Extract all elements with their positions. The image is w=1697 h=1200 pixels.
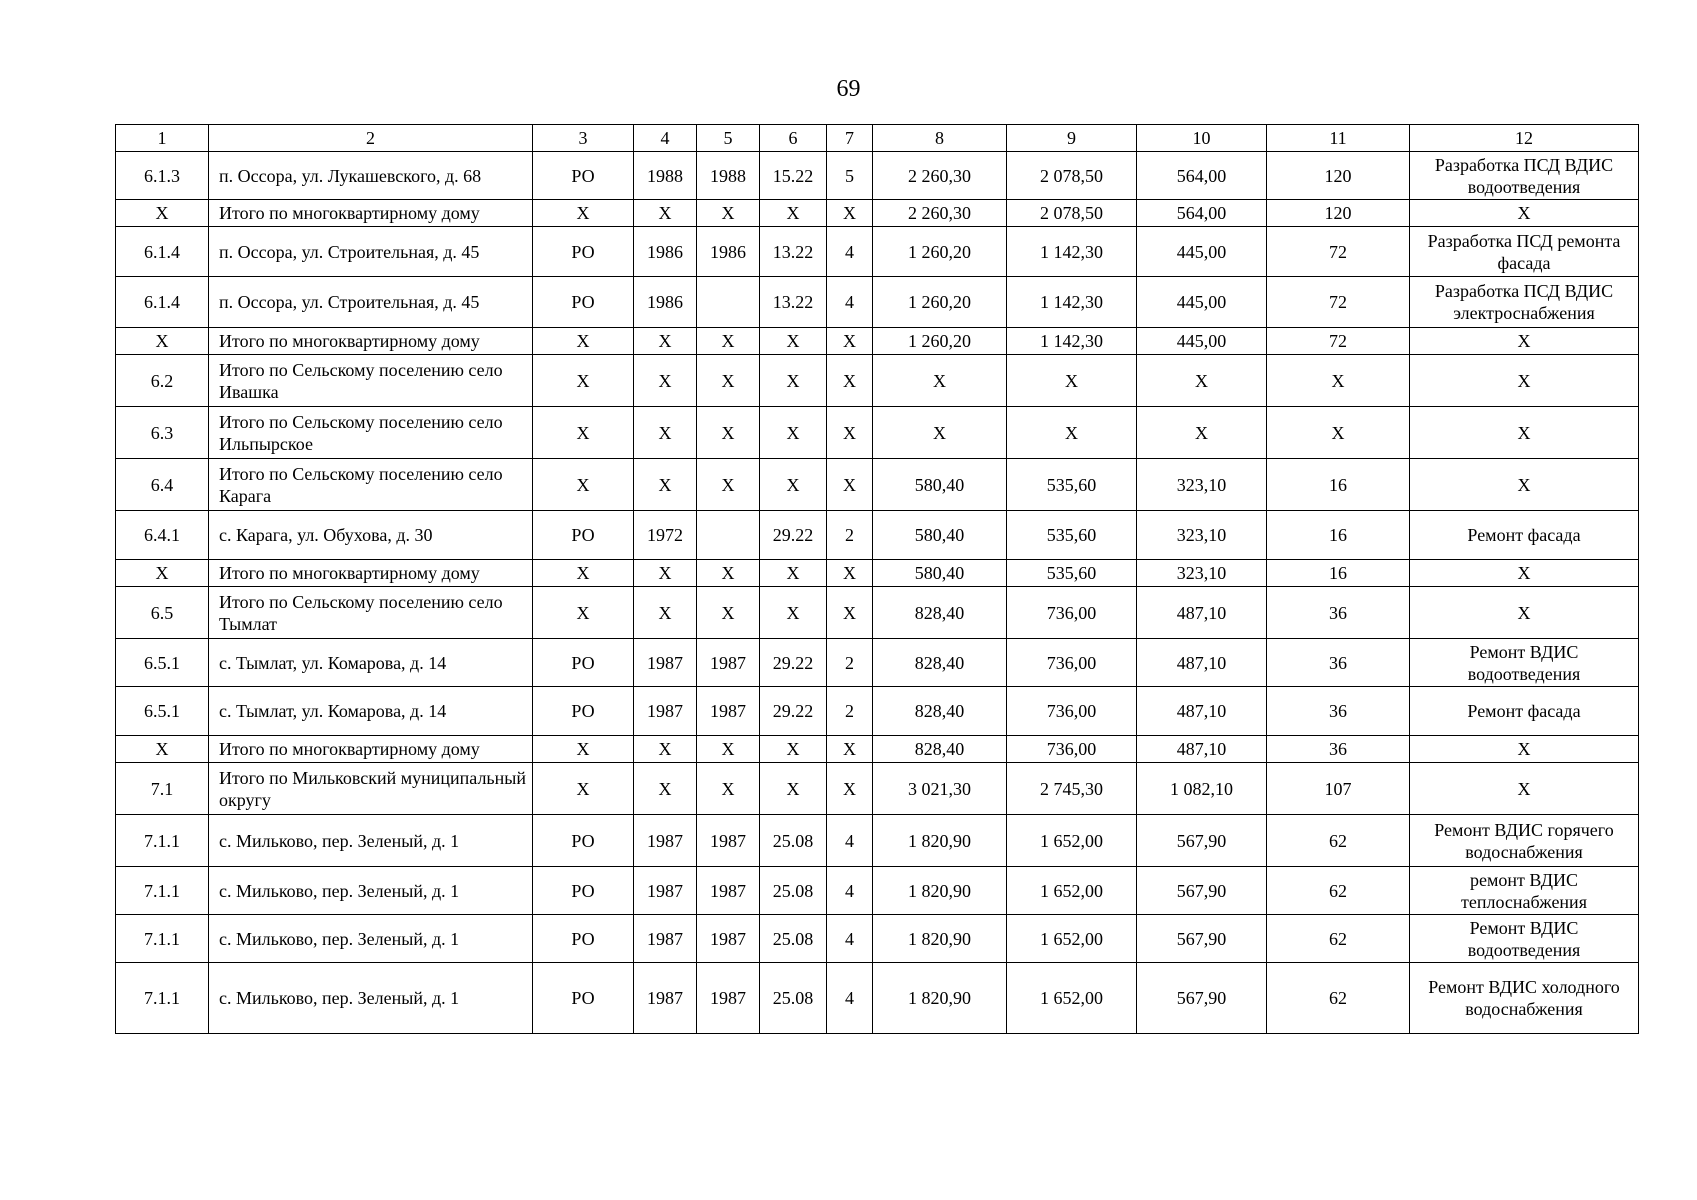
floors-cell: Х [827, 459, 873, 511]
residents-area-cell: 567,90 [1137, 815, 1267, 867]
floors-cell: 4 [827, 963, 873, 1034]
residents-count-cell: 120 [1267, 152, 1410, 200]
residents-area-cell: 487,10 [1137, 736, 1267, 763]
work-type-cell: Разработка ПСД ВДИС водоотведения [1410, 152, 1639, 200]
ownership-cell: Х [533, 407, 634, 459]
floors-cell: Х [827, 587, 873, 639]
overhaul-year-cell: 1988 [697, 152, 760, 200]
address-cell: с. Карага, ул. Обухова, д. 30 [209, 511, 533, 560]
floors-cell: 4 [827, 277, 873, 328]
work-type-cell: Ремонт фасада [1410, 687, 1639, 736]
commission-year-cell: 1988 [634, 152, 697, 200]
overhaul-year-cell: 1987 [697, 867, 760, 915]
ownership-cell: РО [533, 277, 634, 328]
living-area-cell: Х [1007, 355, 1137, 407]
table-row [116, 763, 1639, 815]
residents-area-cell: 445,00 [1137, 227, 1267, 277]
floors-cell: Х [827, 560, 873, 587]
work-type-cell: Ремонт ВДИС водоотведения [1410, 915, 1639, 963]
overhaul-year-cell: Х [697, 736, 760, 763]
ownership-cell: Х [533, 736, 634, 763]
table-row [116, 200, 1639, 227]
ownership-cell: Х [533, 763, 634, 815]
living-area-cell: Х [1007, 407, 1137, 459]
ownership-cell: Х [533, 560, 634, 587]
address-cell: Итого по многоквартирному дому [209, 328, 533, 355]
wear-cell: Х [760, 200, 827, 227]
address-cell: Итого по многоквартирному дому [209, 736, 533, 763]
overhaul-year-cell: Х [697, 407, 760, 459]
ownership-cell: Х [533, 459, 634, 511]
address-cell: Итого по Сельскому поселению село Ивашка [209, 355, 533, 407]
overhaul-year-cell: 1987 [697, 963, 760, 1034]
ownership-cell: РО [533, 815, 634, 867]
residents-count-cell: Х [1267, 355, 1410, 407]
row-number-cell: Х [116, 200, 209, 227]
residents-count-cell: 36 [1267, 587, 1410, 639]
wear-cell: 25.08 [760, 815, 827, 867]
work-type-cell: Х [1410, 328, 1639, 355]
work-type-cell: Х [1410, 459, 1639, 511]
residents-area-cell: 564,00 [1137, 200, 1267, 227]
work-type-cell: Ремонт ВДИС горячего водоснабжения [1410, 815, 1639, 867]
residents-count-cell: 72 [1267, 227, 1410, 277]
address-cell: с. Мильково, пер. Зеленый, д. 1 [209, 915, 533, 963]
total-area-cell: 1 820,90 [873, 963, 1007, 1034]
living-area-cell: 2 745,30 [1007, 763, 1137, 815]
residents-count-cell: 36 [1267, 639, 1410, 687]
overhaul-year-cell: 1987 [697, 815, 760, 867]
residents-count-cell: 72 [1267, 277, 1410, 328]
wear-cell: 29.22 [760, 687, 827, 736]
work-type-cell: Х [1410, 355, 1639, 407]
floors-cell: 5 [827, 152, 873, 200]
commission-year-cell: 1987 [634, 867, 697, 915]
column-header: 8 [873, 125, 1007, 152]
living-area-cell: 2 078,50 [1007, 200, 1137, 227]
wear-cell: 29.22 [760, 511, 827, 560]
column-header: 10 [1137, 125, 1267, 152]
commission-year-cell: 1987 [634, 915, 697, 963]
floors-cell: Х [827, 328, 873, 355]
column-header: 7 [827, 125, 873, 152]
table-row [116, 407, 1639, 459]
residents-area-cell: 323,10 [1137, 459, 1267, 511]
residents-area-cell: 567,90 [1137, 963, 1267, 1034]
address-cell: п. Оссора, ул. Строительная, д. 45 [209, 277, 533, 328]
commission-year-cell: Х [634, 200, 697, 227]
floors-cell: Х [827, 736, 873, 763]
table-row [116, 736, 1639, 763]
wear-cell: Х [760, 763, 827, 815]
residents-count-cell: 16 [1267, 459, 1410, 511]
ownership-cell: Х [533, 355, 634, 407]
table-row [116, 152, 1639, 200]
commission-year-cell: 1986 [634, 277, 697, 328]
work-type-cell: Х [1410, 763, 1639, 815]
residents-area-cell: 323,10 [1137, 560, 1267, 587]
address-cell: п. Оссора, ул. Лукашевского, д. 68 [209, 152, 533, 200]
row-number-cell: 7.1.1 [116, 963, 209, 1034]
floors-cell: Х [827, 200, 873, 227]
work-type-cell: Х [1410, 587, 1639, 639]
residents-area-cell: 567,90 [1137, 867, 1267, 915]
wear-cell: 29.22 [760, 639, 827, 687]
table-row [116, 328, 1639, 355]
living-area-cell: 1 652,00 [1007, 867, 1137, 915]
table-row [116, 867, 1639, 915]
commission-year-cell: 1986 [634, 227, 697, 277]
residents-count-cell: 120 [1267, 200, 1410, 227]
address-cell: с. Мильково, пер. Зеленый, д. 1 [209, 867, 533, 915]
overhaul-year-cell [697, 511, 760, 560]
total-area-cell: 2 260,30 [873, 200, 1007, 227]
overhaul-year-cell: 1987 [697, 915, 760, 963]
wear-cell: Х [760, 328, 827, 355]
row-number-cell: 7.1.1 [116, 915, 209, 963]
living-area-cell: 1 142,30 [1007, 227, 1137, 277]
residents-area-cell: Х [1137, 407, 1267, 459]
floors-cell: 4 [827, 867, 873, 915]
floors-cell: 2 [827, 639, 873, 687]
total-area-cell: 828,40 [873, 587, 1007, 639]
overhaul-year-cell: 1987 [697, 639, 760, 687]
total-area-cell: 828,40 [873, 736, 1007, 763]
column-header: 6 [760, 125, 827, 152]
wear-cell: Х [760, 736, 827, 763]
wear-cell: 13.22 [760, 227, 827, 277]
overhaul-year-cell: Х [697, 200, 760, 227]
ownership-cell: Х [533, 328, 634, 355]
row-number-cell: 6.4.1 [116, 511, 209, 560]
row-number-cell: Х [116, 560, 209, 587]
address-cell: с. Мильково, пер. Зеленый, д. 1 [209, 963, 533, 1034]
column-header: 3 [533, 125, 634, 152]
column-header: 11 [1267, 125, 1410, 152]
commission-year-cell: Х [634, 763, 697, 815]
floors-cell: Х [827, 407, 873, 459]
residents-area-cell: 445,00 [1137, 277, 1267, 328]
work-type-cell: Х [1410, 407, 1639, 459]
work-type-cell: Ремонт ВДИС холодного водоснабжения [1410, 963, 1639, 1034]
residents-area-cell: 323,10 [1137, 511, 1267, 560]
row-number-cell: Х [116, 736, 209, 763]
overhaul-year-cell: Х [697, 560, 760, 587]
total-area-cell: 828,40 [873, 639, 1007, 687]
commission-year-cell: 1987 [634, 639, 697, 687]
living-area-cell: 1 142,30 [1007, 277, 1137, 328]
wear-cell: Х [760, 587, 827, 639]
residents-count-cell: 62 [1267, 815, 1410, 867]
residents-area-cell: 487,10 [1137, 687, 1267, 736]
commission-year-cell: Х [634, 560, 697, 587]
living-area-cell: 535,60 [1007, 459, 1137, 511]
living-area-cell: 736,00 [1007, 639, 1137, 687]
living-area-cell: 1 652,00 [1007, 963, 1137, 1034]
address-cell: Итого по Сельскому поселению село Ильпырское [209, 407, 533, 459]
table-row [116, 355, 1639, 407]
work-type-cell: Х [1410, 560, 1639, 587]
wear-cell: 15.22 [760, 152, 827, 200]
residents-area-cell: 564,00 [1137, 152, 1267, 200]
residents-count-cell: 16 [1267, 560, 1410, 587]
residents-count-cell: 107 [1267, 763, 1410, 815]
overhaul-year-cell: Х [697, 459, 760, 511]
wear-cell: 25.08 [760, 867, 827, 915]
column-header: 1 [116, 125, 209, 152]
floors-cell: 4 [827, 227, 873, 277]
total-area-cell: 1 820,90 [873, 867, 1007, 915]
total-area-cell: 828,40 [873, 687, 1007, 736]
address-cell: п. Оссора, ул. Строительная, д. 45 [209, 227, 533, 277]
row-number-cell: Х [116, 328, 209, 355]
commission-year-cell: Х [634, 736, 697, 763]
table-header-row [116, 125, 1639, 152]
overhaul-year-cell: Х [697, 763, 760, 815]
work-type-cell: Разработка ПСД ремонта фасада [1410, 227, 1639, 277]
overhaul-year-cell: Х [697, 355, 760, 407]
overhaul-year-cell: Х [697, 587, 760, 639]
work-type-cell: Ремонт фасада [1410, 511, 1639, 560]
work-type-cell: Х [1410, 200, 1639, 227]
living-area-cell: 736,00 [1007, 736, 1137, 763]
table-row [116, 815, 1639, 867]
commission-year-cell: 1987 [634, 815, 697, 867]
wear-cell: Х [760, 355, 827, 407]
address-cell: Итого по Мильковский муниципальный округу [209, 763, 533, 815]
row-number-cell: 6.2 [116, 355, 209, 407]
commission-year-cell: 1987 [634, 963, 697, 1034]
table-row [116, 587, 1639, 639]
living-area-cell: 1 142,30 [1007, 328, 1137, 355]
overhaul-year-cell [697, 277, 760, 328]
floors-cell: Х [827, 763, 873, 815]
row-number-cell: 7.1 [116, 763, 209, 815]
row-number-cell: 6.4 [116, 459, 209, 511]
commission-year-cell: 1972 [634, 511, 697, 560]
column-header: 4 [634, 125, 697, 152]
commission-year-cell: Х [634, 328, 697, 355]
living-area-cell: 2 078,50 [1007, 152, 1137, 200]
table-row [116, 915, 1639, 963]
total-area-cell: 1 820,90 [873, 815, 1007, 867]
column-header: 12 [1410, 125, 1639, 152]
commission-year-cell: Х [634, 407, 697, 459]
address-cell: Итого по Сельскому поселению село Тымлат [209, 587, 533, 639]
address-cell: Итого по многоквартирному дому [209, 200, 533, 227]
table-row [116, 560, 1639, 587]
wear-cell: Х [760, 459, 827, 511]
table-row [116, 639, 1639, 687]
total-area-cell: Х [873, 355, 1007, 407]
residents-area-cell: 487,10 [1137, 639, 1267, 687]
table-row [116, 963, 1639, 1034]
total-area-cell: Х [873, 407, 1007, 459]
commission-year-cell: Х [634, 587, 697, 639]
wear-cell: 25.08 [760, 963, 827, 1034]
wear-cell: 25.08 [760, 915, 827, 963]
row-number-cell: 7.1.1 [116, 815, 209, 867]
total-area-cell: 580,40 [873, 560, 1007, 587]
residents-area-cell: 445,00 [1137, 328, 1267, 355]
residents-area-cell: 1 082,10 [1137, 763, 1267, 815]
floors-cell: 4 [827, 815, 873, 867]
wear-cell: 13.22 [760, 277, 827, 328]
table-row [116, 459, 1639, 511]
total-area-cell: 2 260,30 [873, 152, 1007, 200]
residents-count-cell: 36 [1267, 736, 1410, 763]
address-cell: с. Мильково, пер. Зеленый, д. 1 [209, 815, 533, 867]
table-body [116, 125, 1639, 1034]
total-area-cell: 1 260,20 [873, 277, 1007, 328]
row-number-cell: 6.1.4 [116, 227, 209, 277]
ownership-cell: Х [533, 200, 634, 227]
floors-cell: 4 [827, 915, 873, 963]
total-area-cell: 580,40 [873, 511, 1007, 560]
total-area-cell: 1 260,20 [873, 328, 1007, 355]
column-header: 2 [209, 125, 533, 152]
residents-count-cell: Х [1267, 407, 1410, 459]
ownership-cell: РО [533, 152, 634, 200]
ownership-cell: РО [533, 915, 634, 963]
residents-count-cell: 62 [1267, 915, 1410, 963]
wear-cell: Х [760, 560, 827, 587]
total-area-cell: 1 820,90 [873, 915, 1007, 963]
living-area-cell: 535,60 [1007, 511, 1137, 560]
table-row [116, 277, 1639, 328]
address-cell: с. Тымлат, ул. Комарова, д. 14 [209, 687, 533, 736]
table-row [116, 227, 1639, 277]
ownership-cell: РО [533, 227, 634, 277]
ownership-cell: РО [533, 963, 634, 1034]
floors-cell: 2 [827, 687, 873, 736]
total-area-cell: 1 260,20 [873, 227, 1007, 277]
row-number-cell: 6.1.4 [116, 277, 209, 328]
residents-area-cell: Х [1137, 355, 1267, 407]
overhaul-year-cell: 1987 [697, 687, 760, 736]
living-area-cell: 736,00 [1007, 687, 1137, 736]
floors-cell: 2 [827, 511, 873, 560]
housing-repair-table [115, 124, 1639, 1034]
living-area-cell: 1 652,00 [1007, 915, 1137, 963]
work-type-cell: ремонт ВДИС теплоснабжения [1410, 867, 1639, 915]
residents-count-cell: 16 [1267, 511, 1410, 560]
commission-year-cell: Х [634, 355, 697, 407]
ownership-cell: РО [533, 867, 634, 915]
row-number-cell: 7.1.1 [116, 867, 209, 915]
ownership-cell: Х [533, 587, 634, 639]
residents-count-cell: 62 [1267, 963, 1410, 1034]
living-area-cell: 535,60 [1007, 560, 1137, 587]
address-cell: Итого по многоквартирному дому [209, 560, 533, 587]
address-cell: Итого по Сельскому поселению село Карага [209, 459, 533, 511]
floors-cell: Х [827, 355, 873, 407]
table-row [116, 687, 1639, 736]
residents-area-cell: 487,10 [1137, 587, 1267, 639]
work-type-cell: Ремонт ВДИС водоотведения [1410, 639, 1639, 687]
commission-year-cell: 1987 [634, 687, 697, 736]
row-number-cell: 6.5.1 [116, 687, 209, 736]
residents-count-cell: 36 [1267, 687, 1410, 736]
residents-count-cell: 72 [1267, 328, 1410, 355]
row-number-cell: 6.1.3 [116, 152, 209, 200]
work-type-cell: Разработка ПСД ВДИС электроснабжения [1410, 277, 1639, 328]
ownership-cell: РО [533, 687, 634, 736]
living-area-cell: 1 652,00 [1007, 815, 1137, 867]
column-header: 5 [697, 125, 760, 152]
residents-area-cell: 567,90 [1137, 915, 1267, 963]
overhaul-year-cell: Х [697, 328, 760, 355]
work-type-cell: Х [1410, 736, 1639, 763]
row-number-cell: 6.5 [116, 587, 209, 639]
row-number-cell: 6.3 [116, 407, 209, 459]
wear-cell: Х [760, 407, 827, 459]
page-number: 69 [836, 76, 861, 102]
total-area-cell: 580,40 [873, 459, 1007, 511]
row-number-cell: 6.5.1 [116, 639, 209, 687]
overhaul-year-cell: 1986 [697, 227, 760, 277]
table-row [116, 511, 1639, 560]
ownership-cell: РО [533, 511, 634, 560]
living-area-cell: 736,00 [1007, 587, 1137, 639]
total-area-cell: 3 021,30 [873, 763, 1007, 815]
address-cell: с. Тымлат, ул. Комарова, д. 14 [209, 639, 533, 687]
residents-count-cell: 62 [1267, 867, 1410, 915]
commission-year-cell: Х [634, 459, 697, 511]
ownership-cell: РО [533, 639, 634, 687]
column-header: 9 [1007, 125, 1137, 152]
